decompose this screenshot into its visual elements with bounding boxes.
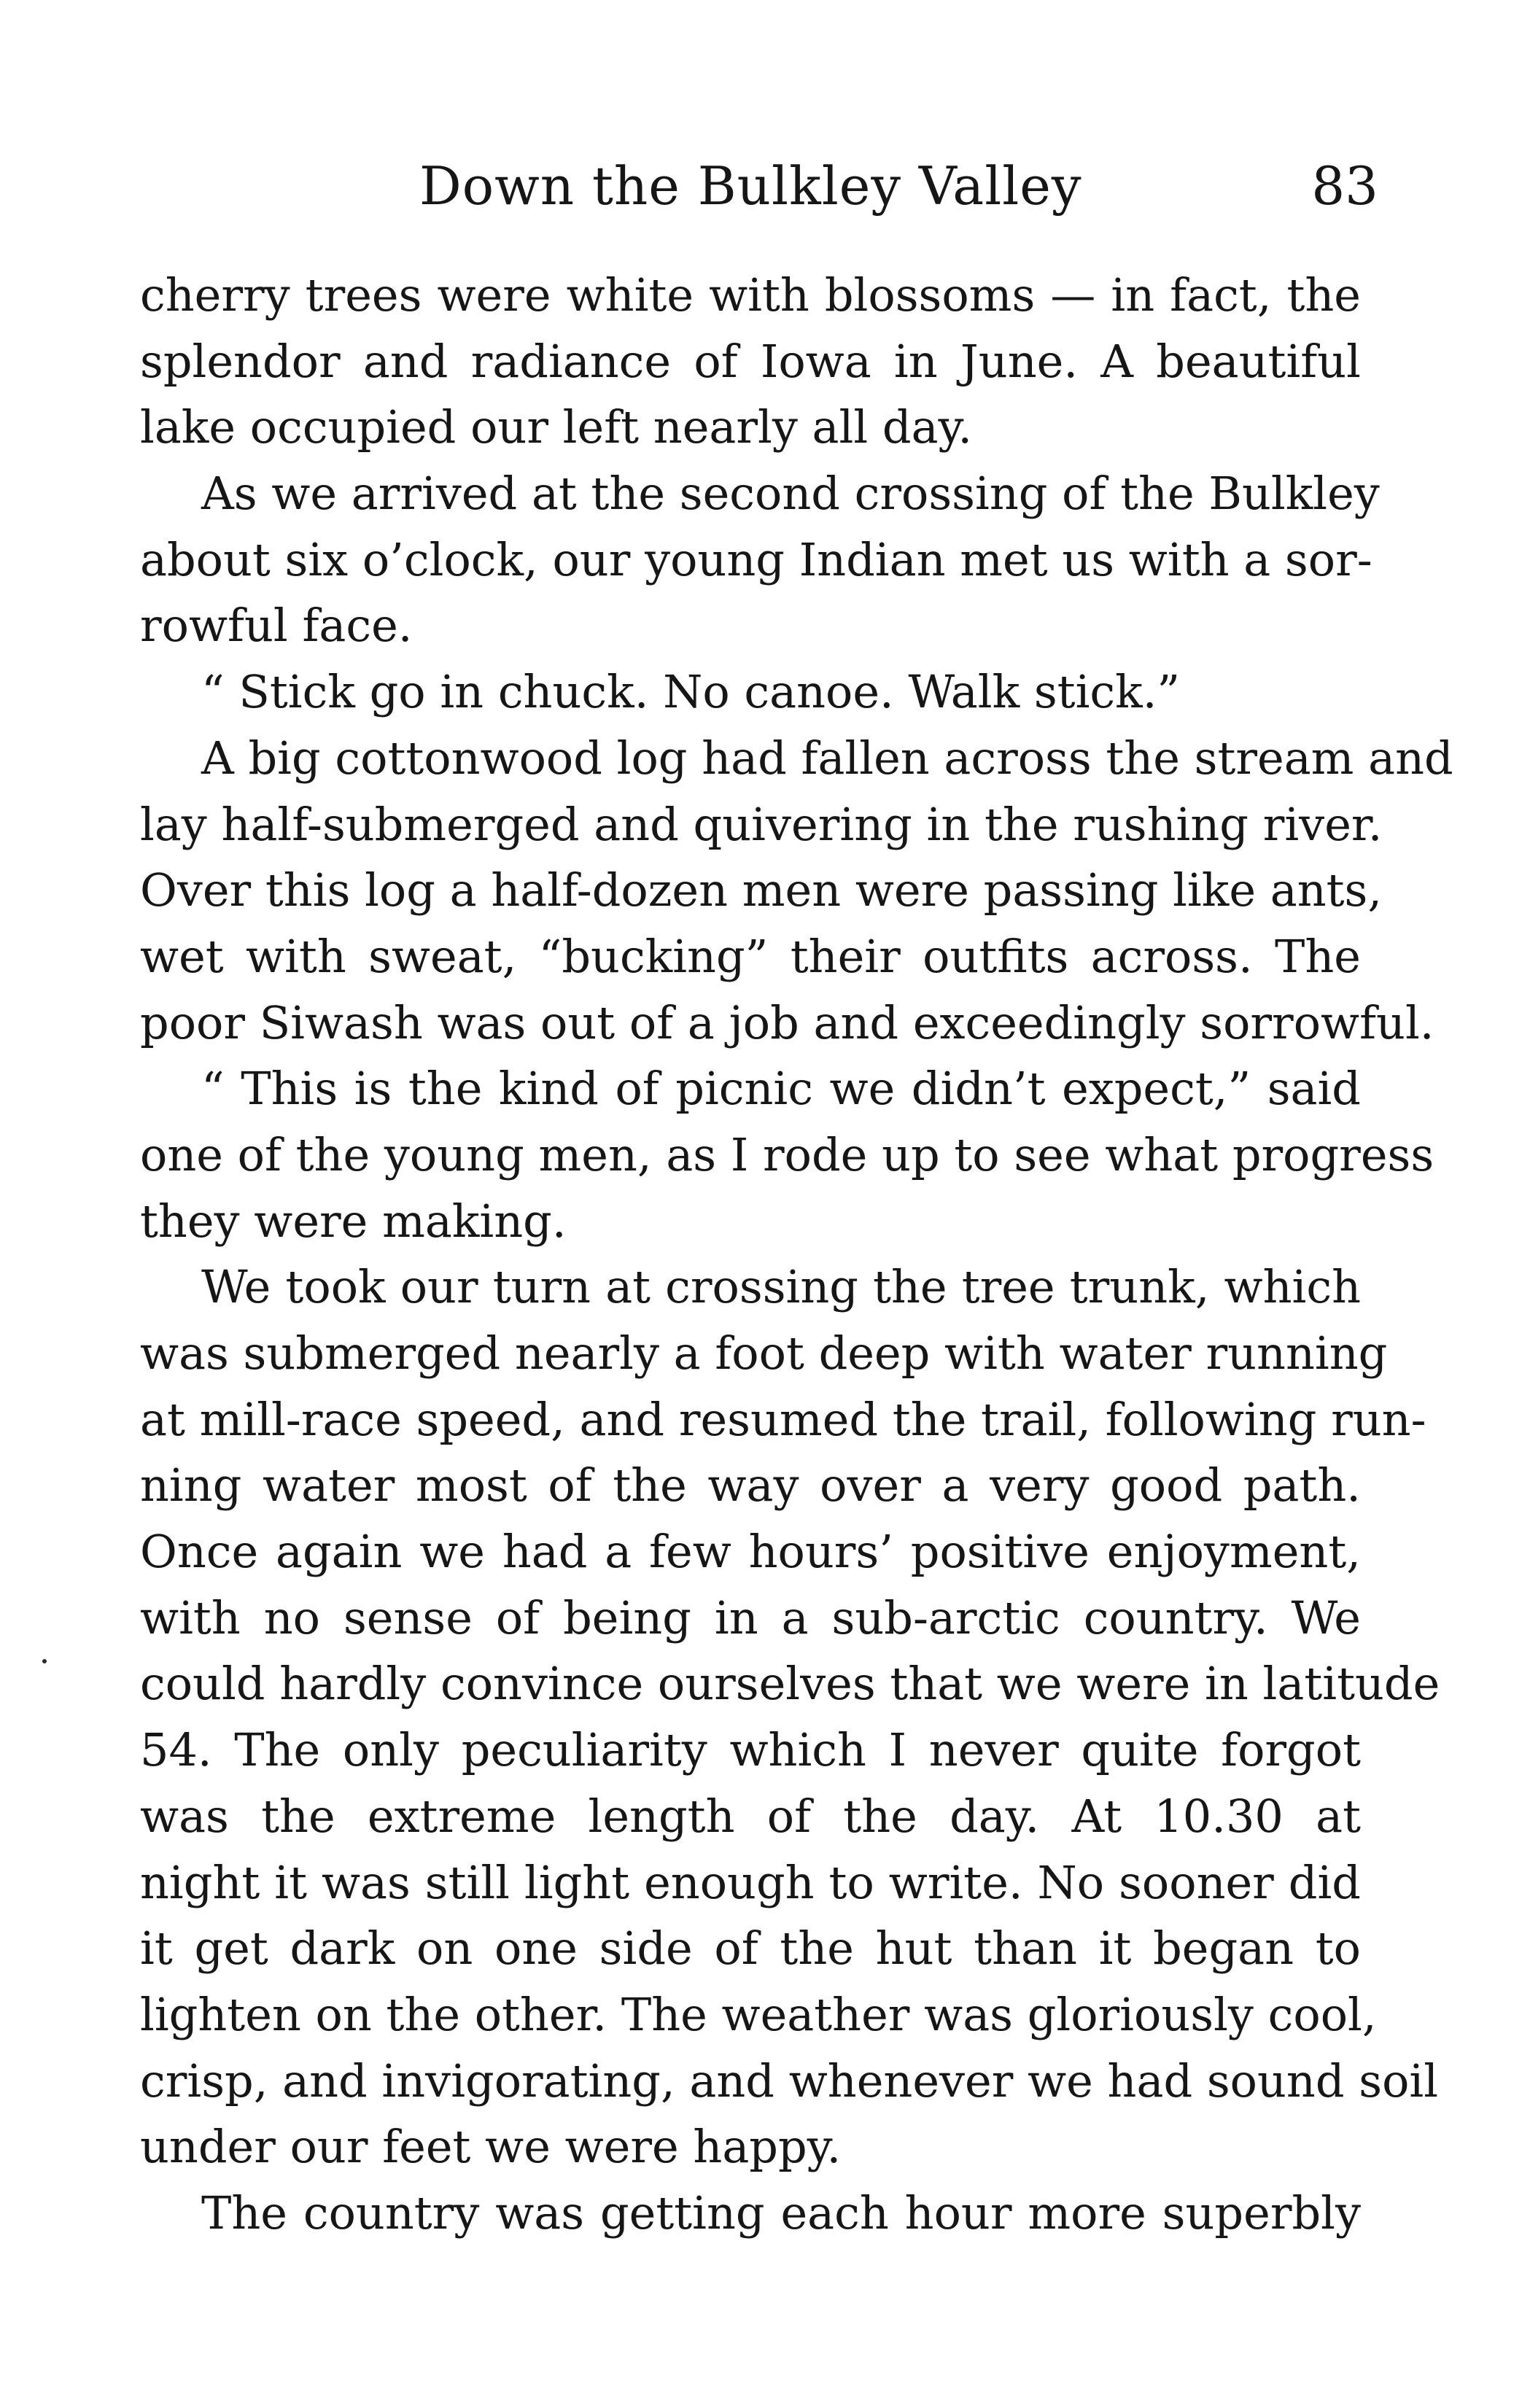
text-line: under our feet we were happy.	[140, 2120, 842, 2174]
text-line: lake occupied our left nearly all day.	[140, 400, 973, 454]
page-number: 83	[1311, 155, 1378, 217]
text-line: 54. The only peculiarity which I never quite forgot	[140, 1723, 1361, 1777]
text-line: lay half-submerged and quivering in the rushing river.	[140, 797, 1383, 851]
text-line: lighten on the other. The weather was gloriously cool,	[140, 1987, 1377, 2041]
text-line: ning water most of the way over a very good path.	[140, 1459, 1361, 1512]
text-line: Over this log a half-dozen men were passing like ants,	[140, 863, 1383, 917]
text-line: cherry trees were white with blossoms — in fact, the	[140, 268, 1361, 322]
text-line: at mill-race speed, and resumed the trail, following run-	[140, 1392, 1426, 1446]
text-line: Once again we had a few hours’ positive enjoyment,	[140, 1525, 1361, 1579]
text-line: with no sense of being in a sub-arctic country. We	[140, 1591, 1361, 1644]
text-line: rowful face.	[140, 599, 413, 653]
text-line: could hardly convince ourselves that we were in latitude	[140, 1657, 1440, 1711]
text-line: poor Siwash was out of a job and exceedingly sorrowful.	[140, 995, 1434, 1049]
text-line: A big cottonwood log had fallen across the stream and	[201, 731, 1453, 785]
text-line: they were making.	[140, 1194, 567, 1248]
text-line: “ This is the kind of picnic we didn’t expect,” said	[201, 1062, 1361, 1116]
text-line: wet with sweat, “bucking” their outfits across. The	[140, 929, 1361, 983]
text-line: We took our turn at crossing the tree trunk, which	[201, 1260, 1361, 1314]
text-line: one of the young men, as I rode up to see what progress	[140, 1127, 1434, 1181]
text-line: about six o’clock, our young Indian met us with a sor-	[140, 532, 1372, 586]
body-text	[140, 263, 1453, 2247]
ink-speck	[42, 1659, 47, 1663]
text-line: it get dark on one side of the hut than it began to	[140, 1922, 1361, 1976]
text-line: was submerged nearly a foot deep with water running	[140, 1327, 1388, 1380]
text-line: As we arrived at the second crossing of the Bulkley	[201, 467, 1380, 521]
text-line: splendor and radiance of Iowa in June. A beautiful	[140, 334, 1361, 388]
text-line: The country was getting each hour more superbly	[201, 2186, 1361, 2240]
text-line: night it was still light enough to write. No sooner did	[140, 1855, 1361, 1909]
text-line: “ Stick go in chuck. No canoe. Walk stick.”	[201, 665, 1181, 719]
text-line: crisp, and invigorating, and whenever we had sound soil	[140, 2054, 1439, 2108]
running-head	[0, 149, 1530, 230]
running-title: Down the Bulkley Valley	[419, 155, 1082, 217]
text-line: was the extreme length of the day. At 10.30 at	[140, 1789, 1361, 1843]
